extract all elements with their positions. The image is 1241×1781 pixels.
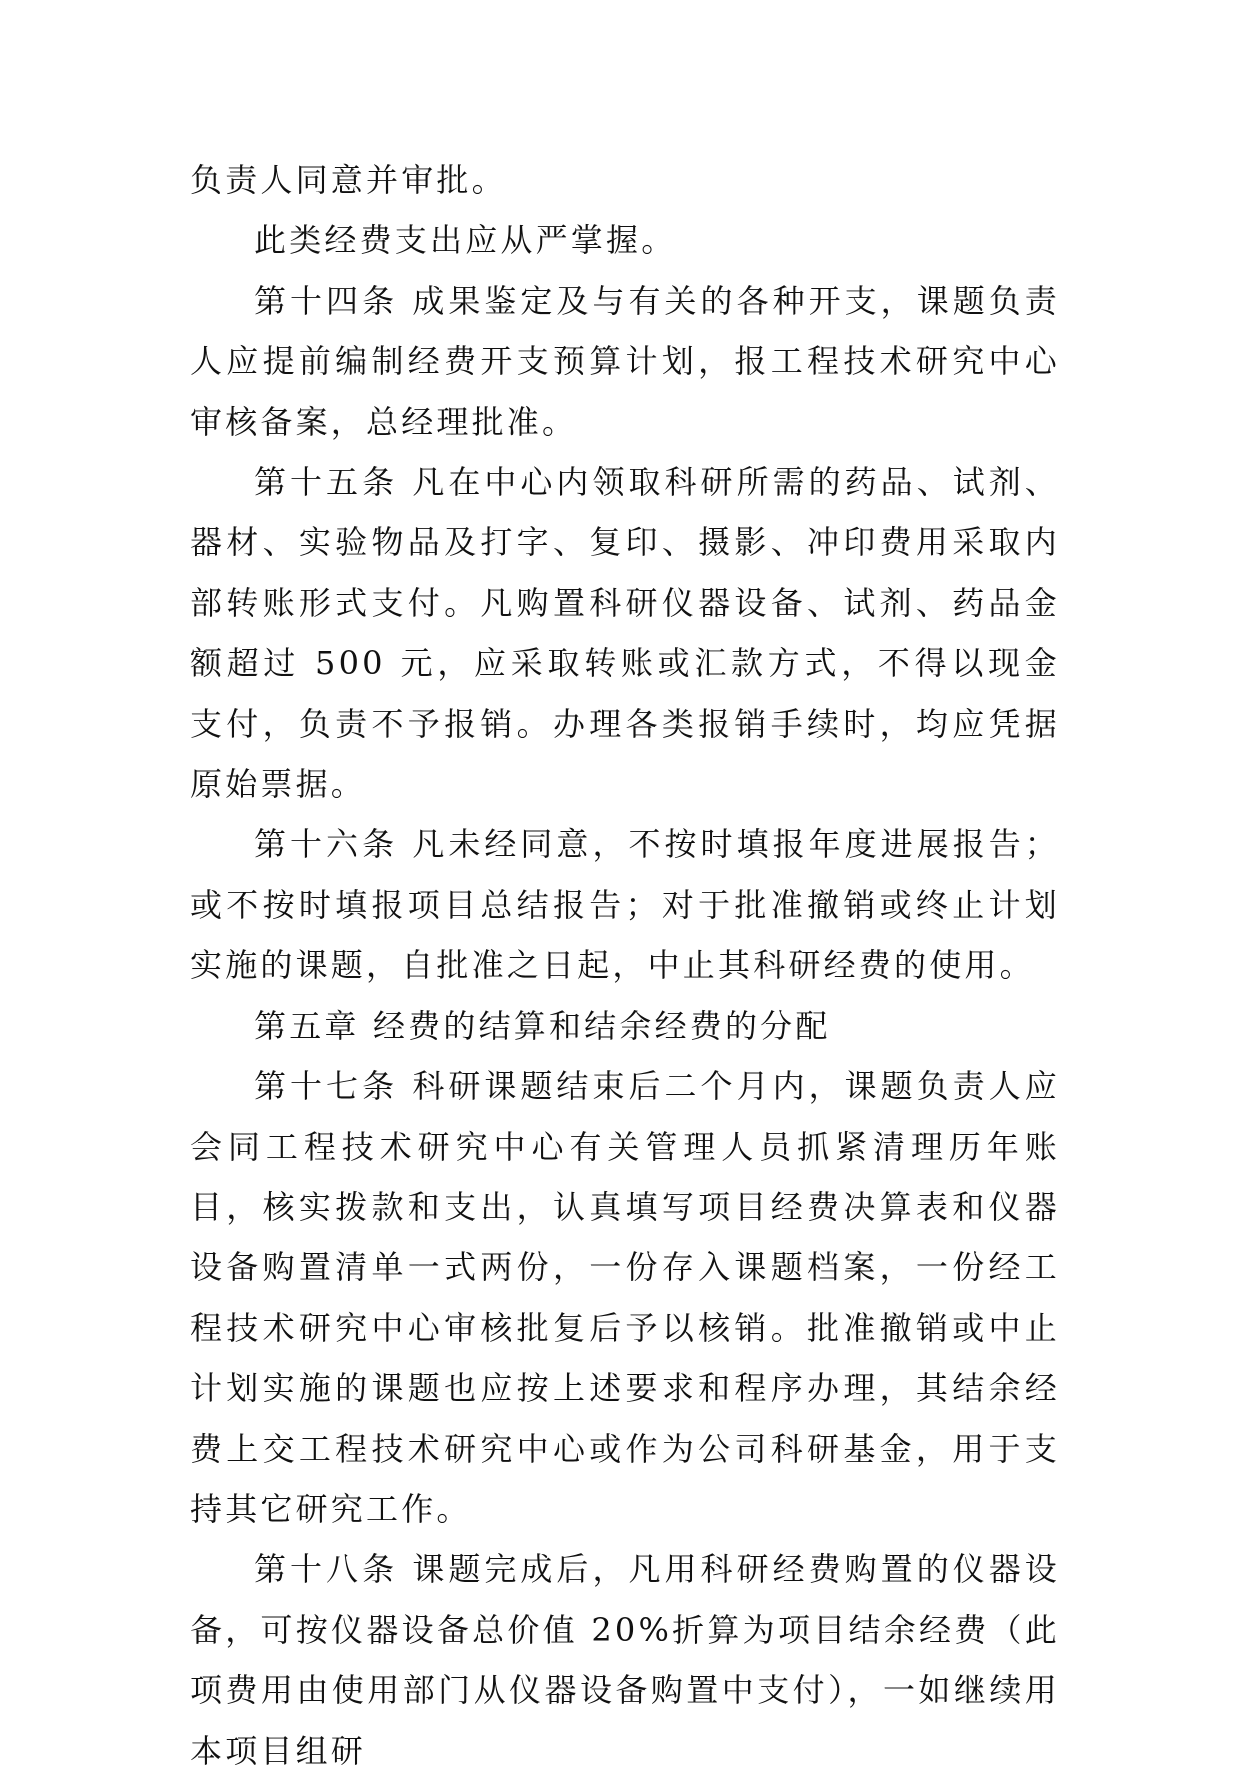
paragraph-article-14: 第十四条 成果鉴定及与有关的各种开支，课题负责人应提前编制经费开支预算计划，报工程技术研究中心审核备案，总经理批准。 [190,281,1060,441]
paragraph-article-18: 第十八条 课题完成后，凡用科研经费购置的仪器设备，可按仪器设备总价值 20%折算为项目结余经费（此项费用由使用部门从仪器设备购置中支付），一如继续用本项目组研 [190,1550,1060,1770]
document-page [190,150,1060,1781]
chapter-5-heading: 第五章 经费的结算和结余经费的分配 [254,1006,831,1045]
paragraph-article-17: 第十七条 科研课题结束后二个月内，课题负责人应会同工程技术研究中心有关管理人员抓紧清理历年账目，核实拨款和支出，认真填写项目经费决算表和仪器设备购置清单一式两份，一份存入课题档案，一份经工程技术研究中心审核批复后予以核销。批准撤销或中止计划实施的课题也应按上述要求和程序办理，其结余经费上交工程技术研究中心或作为公司科研基金，用于支持其它研究工作。 [190,1067,1060,1528]
paragraph-article-16: 第十六条 凡未经同意，不按时填报年度进展报告；或不按时填报项目总结报告；对于批准撤销或终止计划实施的课题，自批准之日起，中止其科研经费的使用。 [190,825,1060,985]
paragraph-article-15: 第十五条 凡在中心内领取科研所需的药品、试剂、器材、实验物品及打字、复印、摄影、冲印费用采取内部转账形式支付。凡购置科研仪器设备、试剂、药品金额超过 500 元，应采取转账或汇款方式，不得以现金支付，负责不予报销。办理各类报销手续时，均应凭据原始票据。 [190,463,1060,804]
paragraph-expense-control: 此类经费支出应从严掌握。 [254,221,677,260]
paragraph-continued: 负责人同意并审批。 [190,161,507,199]
